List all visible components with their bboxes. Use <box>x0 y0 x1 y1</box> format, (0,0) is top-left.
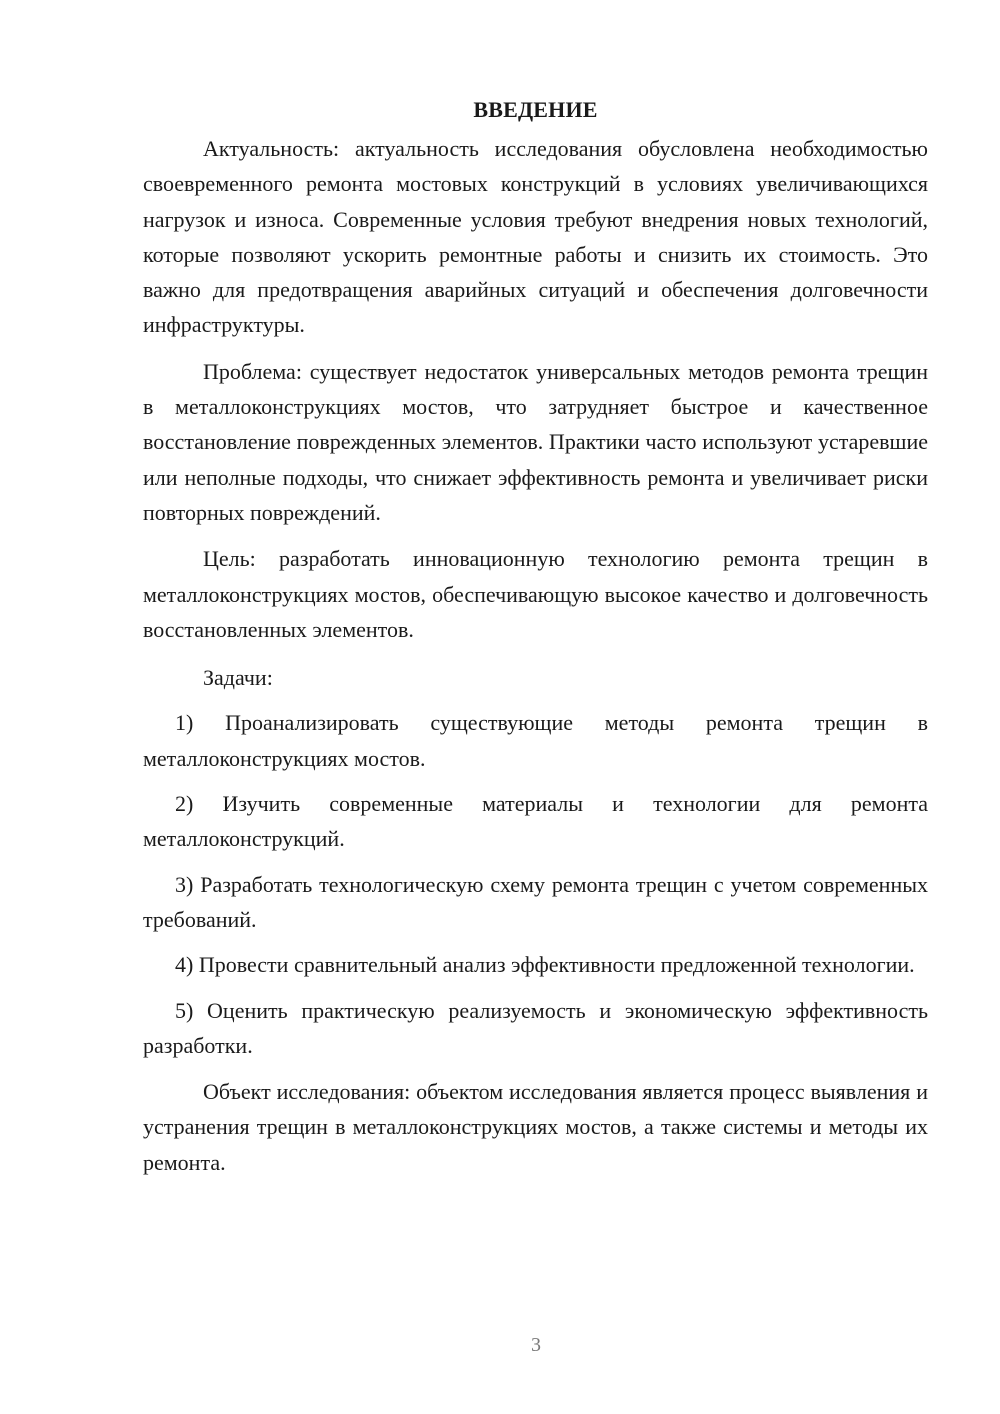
goal-paragraph: Цель: разработать инновационную технологию ремонта трещин в металлоконструкциях мостов, обеспечивающую высокое качество и долговечность восстановленных элементов. <box>143 546 928 642</box>
problem-paragraph: Проблема: существует недостаток универсальных методов ремонта трещин в металлоконструкциях мостов, что затрудняет быстрое и качественное восстановление поврежденных элементов. Практики часто используют устаревшие или неполные подходы, что снижает эффективность ремонта и увеличивает риски повторных повреждений. <box>143 358 928 525</box>
relevance-paragraph: Актуальность: актуальность исследования обусловлена необходимостью своевременного ремонта мостовых конструкций в условиях увеличивающихся нагрузок и износа. Современные условия требуют внедрения новых технологий, которые позволяют ускорить ремонтные работы и снизить их стоимость. Это важно для предотвращения аварийных ситуаций и обеспечения долговечности инфраструктуры. <box>143 136 928 338</box>
task-item-2: 2) Изучить современные материалы и технологии для ремонта металлоконструкций. <box>143 791 928 852</box>
section-title: ВВЕДЕНИЕ <box>473 97 598 122</box>
tasks-heading: Задачи: <box>203 665 273 691</box>
document-body <box>143 92 928 1180</box>
task-item-4: 4) Провести сравнительный анализ эффективности предложенной технологии. <box>175 952 915 978</box>
object-paragraph: Объект исследования: объектом исследования является процесс выявления и устранения трещин в металлоконструкциях мостов, а также системы и методы их ремонта. <box>143 1079 928 1175</box>
page-number: 3 <box>531 1334 541 1356</box>
task-item-3: 3) Разработать технологическую схему ремонта трещин с учетом современных требований. <box>143 871 928 932</box>
task-item-1: 1) Проанализировать существующие методы ремонта трещин в металлоконструкциях мостов. <box>143 710 928 771</box>
task-item-5: 5) Оценить практическую реализуемость и экономическую эффективность разработки. <box>143 997 928 1058</box>
